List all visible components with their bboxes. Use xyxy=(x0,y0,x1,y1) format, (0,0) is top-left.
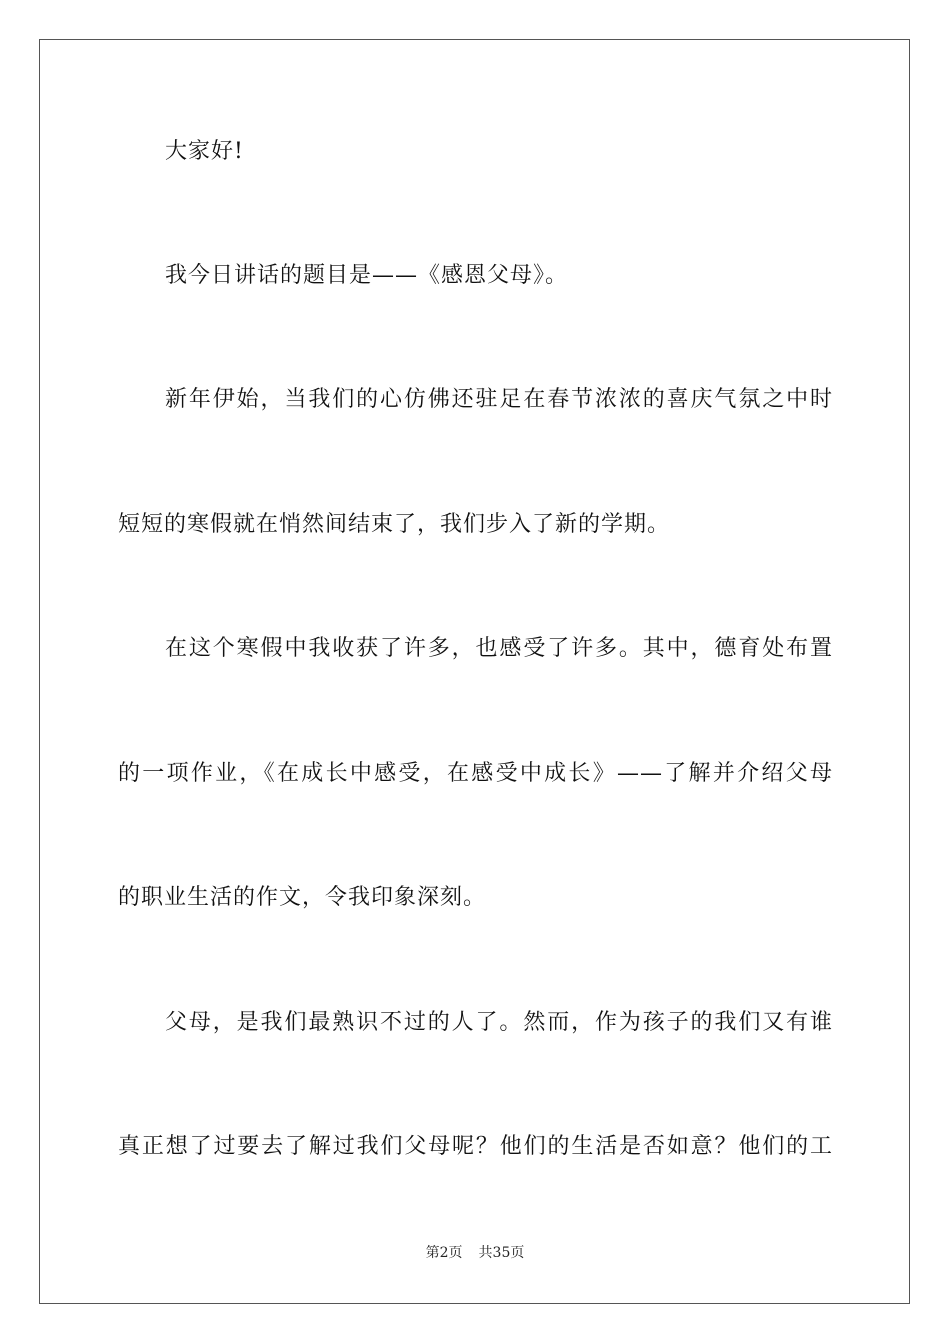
page-number: 第2页 xyxy=(425,1245,463,1261)
paragraph-line: 在这个寒假中我收获了许多，也感受了许多。其中，德育处布置 xyxy=(165,636,833,661)
greeting-line: 大家好! xyxy=(165,139,244,164)
page-total: 共35页 xyxy=(478,1245,525,1261)
page-footer xyxy=(0,1243,950,1263)
paragraph-line: 新年伊始，当我们的心仿佛还驻足在春节浓浓的喜庆气氛之中时 xyxy=(165,387,833,412)
paragraph-line: 短短的寒假就在悄然间结束了，我们步入了新的学期。 xyxy=(118,512,671,537)
paragraph-line: 真正想了过要去了解过我们父母呢？他们的生活是否如意？他们的工 xyxy=(118,1134,833,1159)
topic-line: 我今日讲话的题目是——《感恩父母》。 xyxy=(165,263,569,288)
page-border xyxy=(39,39,910,1304)
paragraph-line: 的职业生活的作文，令我印象深刻。 xyxy=(118,885,487,910)
paragraph-line: 父母，是我们最熟识不过的人了。然而，作为孩子的我们又有谁 xyxy=(165,1010,833,1035)
paragraph-line: 的一项作业，《在成长中感受，在感受中成长》——了解并介绍父母 xyxy=(118,761,833,786)
